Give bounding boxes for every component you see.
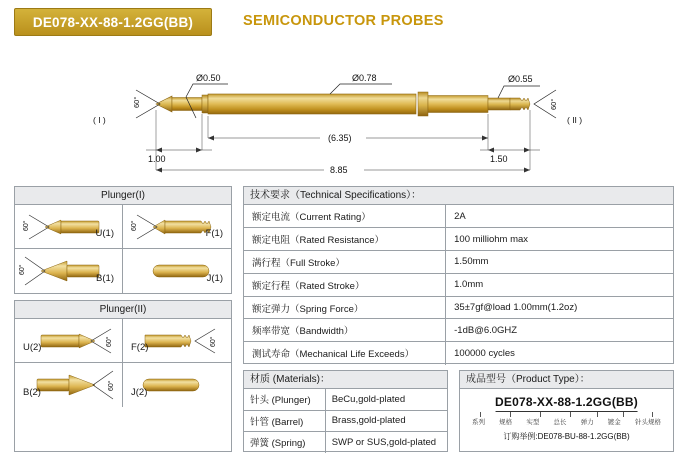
plunger2-title: Plunger(II) [15, 301, 231, 319]
product-code: DE078-XX-88-1.2GG(BB) [495, 395, 638, 412]
materials-panel [243, 370, 448, 452]
material-key: 针头 (Plunger) [244, 389, 325, 410]
product-code-legend [472, 417, 661, 426]
material-value: SWP or SUS,gold-plated [325, 432, 447, 453]
tech-spec-title: 技术要求（Technical Specifications）： [244, 187, 673, 205]
spec-key: 额定弹力（Spring Force） [244, 296, 446, 319]
spec-key: 额定行程（Rated Stroke） [244, 273, 446, 296]
table-row [244, 342, 673, 365]
plunger-tip-label: F(2) [131, 342, 149, 353]
product-type-title: 成品型号（Product Type）： [460, 371, 673, 389]
materials-table [244, 389, 447, 453]
svg-text:1.00: 1.00 [148, 154, 166, 164]
plunger-tip-u1[interactable] [15, 205, 123, 249]
table-row [244, 273, 673, 296]
product-type-body [460, 389, 673, 451]
spec-value: 1.0mm [446, 273, 673, 296]
svg-text:( II ): ( II ) [567, 115, 583, 125]
product-order-example: 订购举例:DE078-BU-88-1.2GG(BB) [503, 432, 630, 441]
table-row [244, 251, 673, 274]
svg-text:(6.35): (6.35) [328, 133, 352, 143]
table-row [244, 296, 673, 319]
plunger-tip-u2[interactable] [15, 319, 123, 363]
tech-spec-table [244, 205, 673, 365]
legend-item: 针头规格 [634, 419, 661, 426]
legend-item: 镀金 [607, 419, 621, 426]
svg-text:60°: 60° [549, 98, 558, 110]
materials-title: 材质 (Materials)： [244, 371, 447, 389]
plunger-tip-b1[interactable] [15, 249, 123, 293]
plunger1-panel [14, 186, 232, 294]
svg-text:60°: 60° [132, 96, 141, 108]
table-row [244, 205, 673, 228]
plunger-tip-label: F(1) [205, 228, 223, 239]
table-row [244, 228, 673, 251]
svg-text:Ø0.78: Ø0.78 [352, 73, 377, 83]
svg-text:Ø0.55: Ø0.55 [508, 74, 533, 84]
spec-key: 满行程（Full Stroke） [244, 251, 446, 274]
legend-item: 系列 [472, 419, 485, 426]
product-type-panel [459, 370, 674, 452]
svg-text:1.50: 1.50 [490, 154, 508, 164]
spec-value: 100 milliohm max [446, 228, 673, 251]
svg-text:( I ): ( I ) [93, 115, 106, 125]
table-row [244, 410, 447, 431]
table-row [244, 389, 447, 410]
spec-value: 100000 cycles [446, 342, 673, 365]
spec-value: -1dB@6.0GHZ [446, 319, 673, 342]
svg-text:60°: 60° [131, 220, 138, 231]
plunger-tip-label: J(2) [131, 387, 148, 398]
material-value: BeCu,gold-plated [331, 393, 406, 405]
svg-text:60°: 60° [23, 220, 30, 231]
material-key: 针管 (Barrel) [244, 410, 325, 431]
spec-key: 测试寿命（Mechanical Life Exceeds） [244, 342, 446, 365]
plunger-tip-label: J(1) [206, 273, 223, 284]
svg-text:60°: 60° [19, 264, 26, 275]
plunger-tip-label: U(2) [23, 342, 42, 353]
plunger-tip-f1[interactable] [123, 205, 231, 249]
part-number-badge: DE078-XX-88-1.2GG(BB) [14, 8, 212, 36]
plunger-tip-j2[interactable] [123, 363, 231, 407]
svg-text:60°: 60° [106, 336, 113, 347]
spec-key: 频率带宽（Bandwidth） [244, 319, 446, 342]
plunger-tip-b2[interactable] [15, 363, 123, 407]
legend-item: 规格 [499, 419, 513, 426]
spec-value: 2A [454, 210, 466, 222]
svg-text:60°: 60° [108, 380, 115, 391]
table-row [244, 432, 447, 453]
legend-item: 总长 [553, 419, 567, 426]
spec-value: 35±7gf@load 1.00mm(1.2oz) [446, 296, 673, 319]
spec-key: 额定电阻（Rated Resistance） [244, 228, 446, 251]
plunger1-title: Plunger(I) [15, 187, 231, 205]
plunger-tip-f2[interactable] [123, 319, 231, 363]
plunger2-panel [14, 300, 232, 452]
tech-spec-panel [243, 186, 674, 364]
page-title: SEMICONDUCTOR PROBES [243, 13, 444, 29]
spec-key: 额定电流（Current Rating） [244, 205, 446, 228]
probe-drawing [0, 42, 688, 180]
spec-value: 1.50mm [446, 251, 673, 274]
plunger-tip-label: U(1) [95, 228, 114, 239]
plunger-tip-label: B(1) [96, 273, 114, 284]
probe-drawing-svg [0, 42, 688, 180]
legend-item: 弹力 [580, 419, 594, 426]
svg-text:8.85: 8.85 [330, 165, 348, 175]
legend-item: 实型 [526, 419, 540, 426]
page-header [0, 0, 688, 42]
plunger-tip-j1[interactable] [123, 249, 231, 293]
svg-text:60°: 60° [210, 336, 217, 347]
table-row [244, 319, 673, 342]
plunger2-grid [15, 319, 231, 451]
material-key: 弹簧 (Spring) [244, 432, 325, 453]
material-value: Brass,gold-plated [325, 410, 447, 431]
plunger1-grid [15, 205, 231, 293]
svg-text:Ø0.50: Ø0.50 [196, 73, 221, 83]
plunger-tip-label: B(2) [23, 387, 41, 398]
